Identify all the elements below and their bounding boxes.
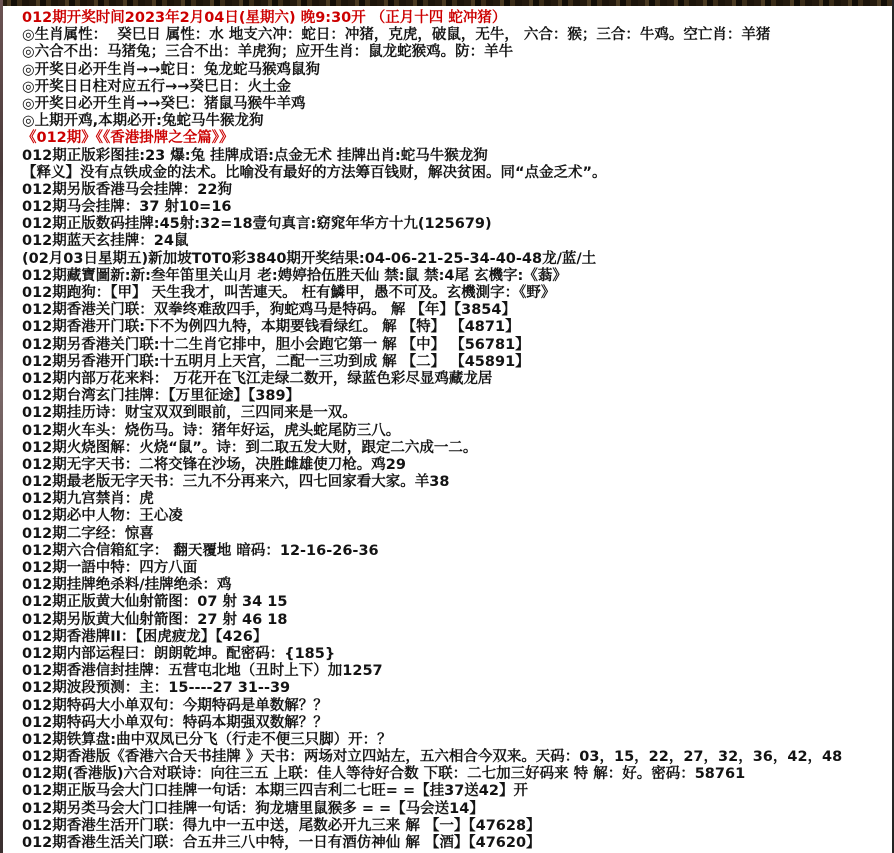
hk-liuhe-couplet-poem: 012期(香港版)六合对联诗：向往三五 上联：佳人等待好合数 下联：二七加三好码来 特 解：好。密码：58761 [22, 766, 746, 783]
alt-hk-jockey-club-plate: 012期另版香港马会挂牌：22狗 [22, 181, 232, 198]
header-draw-time: 012期开奖时间2023年2月04日(星期六) 晚9:30开 （正月十四 蛇冲猪） [22, 10, 507, 26]
wordless-book: 012期无字天书：二将交锋在沙场，决胜雌雄使刀枪。鸡29 [22, 456, 406, 473]
text-lines-container [3, 6, 892, 853]
wave-prediction: 012期波段预测：主：15----27 31--39 [22, 680, 291, 697]
hk-plate-2: 012期香港牌II：【困虎疲龙】【426】 [22, 628, 268, 645]
five-elements: ◎开奖日日柱对应五行→→癸巳日：火土金 [22, 78, 291, 95]
must-hit-person: 012期必中人物：王心凌 [22, 508, 183, 525]
taiwan-xuanmen-plate: 012期台湾玄门挂牌：【万里征途】【389】 [22, 388, 301, 405]
blue-sky-plate: 012期蓝天玄挂牌：24鼠 [22, 233, 189, 250]
official-color-chart: 012期正版彩图挂:23 爆:兔 挂牌成语:点金无术 挂牌出肖:蛇马牛猴龙狗 [22, 147, 488, 164]
hk-closing-couplet: 012期香港关门联：双拳终难敌四手，狗蛇鸡马是特码。 解 【年】【3854】 [22, 302, 516, 319]
liuhe-mailbox-red-words: 012期六合信箱紅字： 翻天覆地 暗码：12-16-26-36 [22, 542, 379, 559]
alt-hk-closing-couplet: 012期另香港关门联:十二生肖它排中，胆小会跑它第一 解 【中】 【56781】 [22, 336, 530, 353]
hk-life-opening-couplet: 012期香港生活开门联：得九中一五中送，尾数必开九三来 解 【一】【47628】 [22, 817, 541, 834]
interpretation: 【释义】没有点铁成金的法术。比喻没有最好的方法筹百钱财，解决贫困。同“点金乏术”。 [22, 164, 607, 181]
must-open-zodiac-guisi: ◎开奖日必开生肖→→癸巳：猪鼠马猴牛羊鸡 [22, 95, 306, 112]
iron-abacus: 012期铁算盘:曲中双凤已分飞（行走不便三只脚）开：？ [22, 731, 392, 748]
zodiac-attributes: ◎生肖属性： 癸巳日 属性：水 地支六冲：蛇日：冲猪，克虎，破鼠，无牛， 六合：猴；三合：牛鸡。空亡肖：羊猪 [22, 27, 771, 44]
locomotive: 012期火车头：烧伤马。诗：猪年好运，虎头蛇尾防三八。 [22, 422, 401, 439]
liuhe-exclusions: ◎六合不出：马猪兔；三合不出：羊虎狗；应开生肖：鼠龙蛇猴鸡。防：羊牛 [22, 44, 514, 61]
official-digital-plate: 012期正版数码挂牌:45射:32=18壹句真言:窈窕年华方十九(125679) [22, 216, 492, 233]
one-phrase-special: 012期一語中特：四方八面 [22, 560, 198, 576]
internal-wanhua-tip: 012期内部万花来料： 万花开在飞江走绿二数开，绿蓝色彩尽显鸡藏龙居 [22, 370, 493, 387]
jiugong-forbidden-zodiac: 012期九宫禁肖：虎 [22, 491, 154, 508]
jockey-club-plate: 012期马会挂牌：37 射10=16 [22, 199, 232, 216]
treasure-map: 012期藏寶圖新:新:叁年笛里关山月 老:娉婷拾伍胜天仙 禁:鼠 禁:4尾 玄機字:《蓊》 [22, 267, 567, 284]
official-wong-tai-sin-archery: 012期正版黄大仙射箭图：07 射 34 15 [22, 594, 288, 611]
last-period-result: ◎上期开鸡,本期必开:兔蛇马牛猴龙狗 [22, 113, 264, 130]
plate-kill: 012期挂牌绝杀料/挂牌绝杀：鸡 [22, 577, 232, 594]
hk-envelope-plate: 012期香港信封挂牌：五营屯北地（丑时上下）加1257 [22, 663, 383, 680]
singapore-toto-result: (02月03日星期五)新加坡T0T0彩3840期开奖结果:04-06-21-25-34-40-48龙/蓝/土 [22, 250, 597, 267]
fire-chart: 012期火烧图解：火烧“鼠”。诗：到二取五发大财，跟定二六成一二。 [22, 439, 478, 456]
internal-fortune: 012期内部运程曰：朗朗乾坤。配密码：{185} [22, 645, 336, 662]
special-code-odd-question: 012期特码大小单双句：今期特码是单数解？？ [22, 697, 328, 714]
guapai-title: 《012期》《《香港掛牌之全篇》》 [22, 130, 234, 147]
two-word-scripture: 012期二字经：惊喜 [22, 525, 154, 542]
alt-gate-plate-sentence: 012期另类马会大门口挂牌一句话：狗龙塘里鼠猴多 = =【马会送14】 [22, 800, 484, 817]
official-gate-plate-sentence: 012期正版马会大门口挂牌一句话：本期三四吉利二七旺= =【挂37送42】开 [22, 783, 528, 800]
must-open-zodiac-snake-day: ◎开奖日必开生肖→→蛇日：兔龙蛇马猴鸡鼠狗 [22, 61, 320, 78]
hk-opening-couplet: 012期香港开门联:下不为例四九特，本期要钱看绿红。 解 【特】 【4871】 [22, 319, 520, 336]
hk-life-closing-couplet: 012期香港生活关门联：合五井三八中特，一日有酒仿神仙 解 【酒】【47620】 [22, 835, 541, 851]
special-code-even-question: 012期特码大小单双句：特码本期强双数解？？ [22, 714, 328, 731]
running-dog: 012期跑狗：【甲】 天生我才，叫苦連天。 枉有鱗甲，愚不可及。玄機測字：《野》 [22, 285, 556, 301]
alt-wong-tai-sin-archery: 012期另版黄大仙射箭图：27 射 46 18 [22, 611, 288, 628]
calendar-poem: 012期挂历诗：财宝双双到眼前，三四同来是一双。 [22, 405, 357, 422]
alt-hk-opening-couplet: 012期另香港开门联:十五明月上天宫，二配一三功到成 解 【二】 【45891】 [22, 353, 530, 370]
oldest-wordless-book: 012期最老版无字天书：三九不分再来六，四七回家看大家。羊38 [22, 474, 450, 491]
hk-heaven-book: 012期香港版《香港六合天书挂牌 》天书：两场对立四站左，五六相合今双来。天码：03，15，22，27，32，36，42，48 [22, 749, 843, 766]
